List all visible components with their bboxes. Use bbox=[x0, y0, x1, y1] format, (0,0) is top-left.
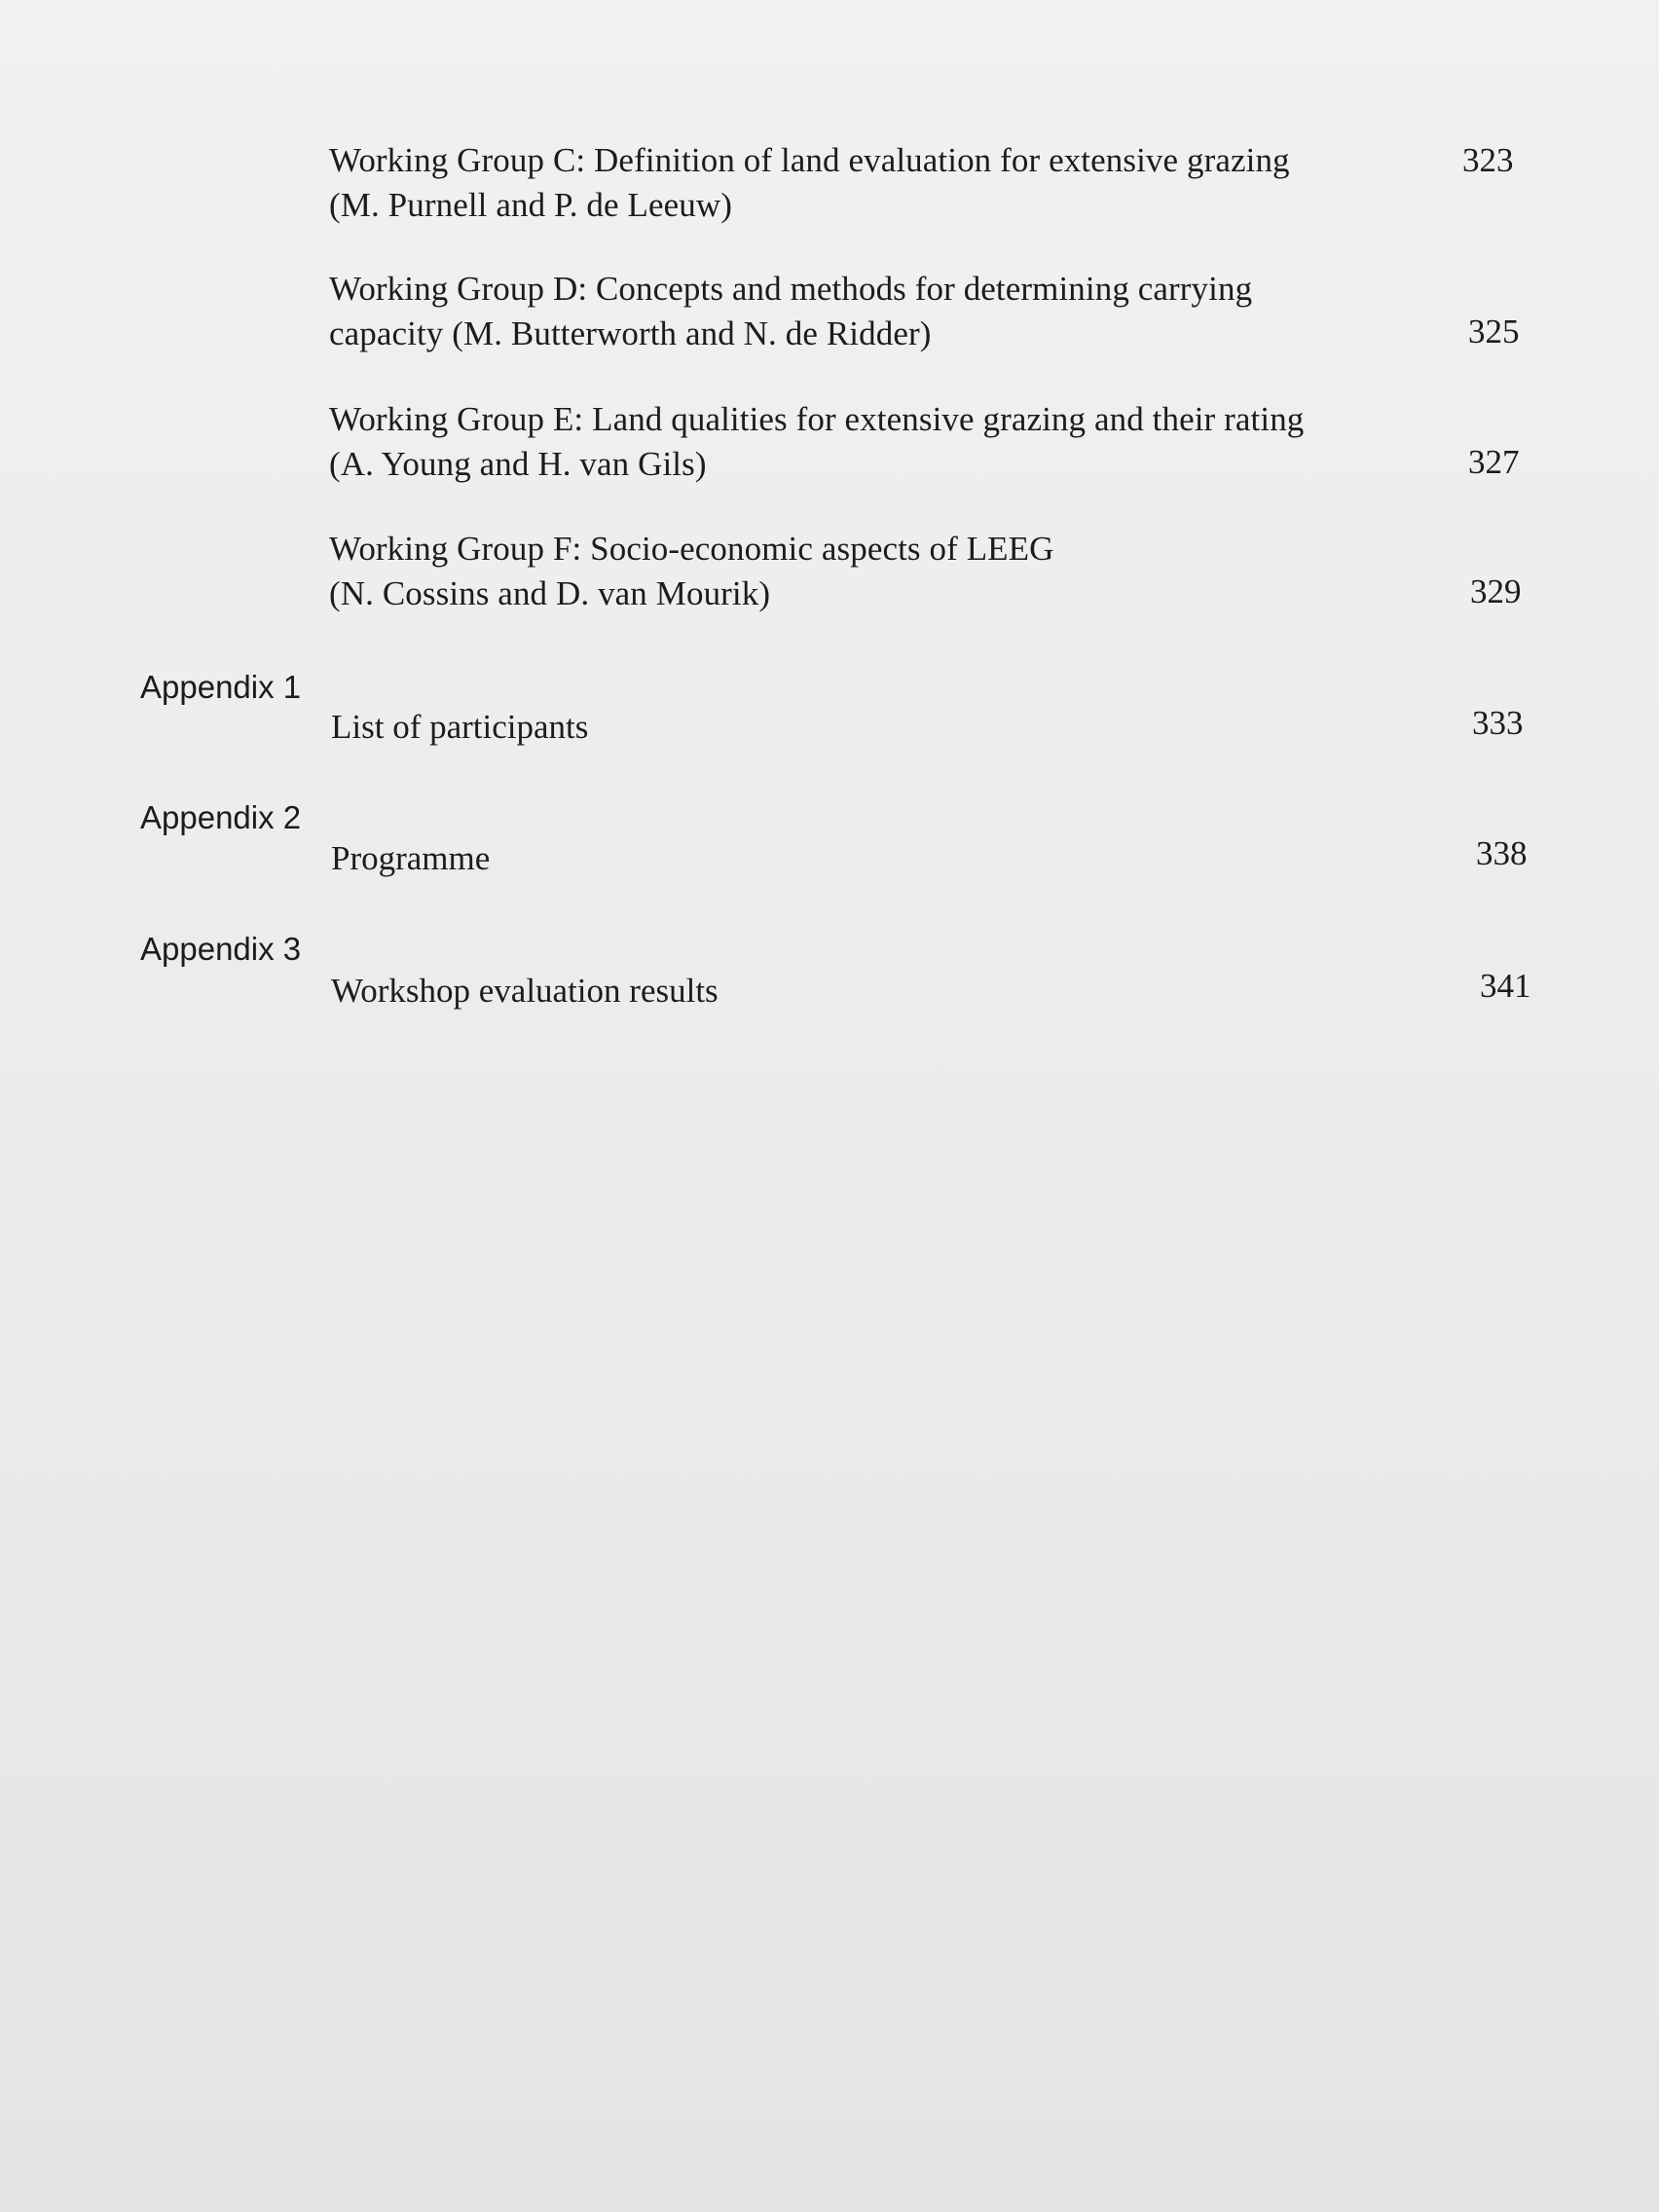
appendix-3-title: Workshop evaluation results bbox=[331, 972, 719, 1010]
page-number: 338 bbox=[1476, 834, 1528, 872]
toc-entry-working-group-d bbox=[329, 267, 1536, 356]
appendix-2-title: Programme bbox=[331, 839, 491, 877]
toc-entry-working-group-f bbox=[329, 527, 1536, 616]
appendix-1-label: Appendix 1 bbox=[140, 669, 302, 705]
entry-authors-line: (M. Purnell and P. de Leeuw) bbox=[329, 186, 732, 224]
entry-authors-line: capacity (M. Butterworth and N. de Ridder) bbox=[329, 314, 932, 352]
entry-title-line: Working Group C: Definition of land evaluation for extensive grazing bbox=[329, 141, 1290, 179]
appendix-1-title: List of participants bbox=[331, 708, 589, 746]
entry-authors-line: (A. Young and H. van Gils) bbox=[329, 445, 707, 483]
entry-title-line: Working Group F: Socio-economic aspects of LEEG bbox=[329, 530, 1054, 568]
page-number: 341 bbox=[1480, 967, 1531, 1005]
entry-title-line: Working Group E: Land qualities for extensive grazing and their rating bbox=[329, 400, 1305, 438]
appendix-2-label: Appendix 2 bbox=[140, 799, 302, 835]
page-number: 333 bbox=[1472, 704, 1524, 742]
page-number: 323 bbox=[1462, 141, 1514, 179]
page-number: 325 bbox=[1468, 313, 1520, 350]
page-number: 329 bbox=[1470, 572, 1522, 610]
entry-authors-line: (N. Cossins and D. van Mourik) bbox=[329, 574, 771, 612]
page-number: 327 bbox=[1468, 443, 1520, 481]
entry-title-line: Working Group D: Concepts and methods for determining carrying bbox=[329, 270, 1253, 308]
toc-entry-working-group-e bbox=[329, 397, 1536, 487]
toc-entry-working-group-c bbox=[329, 138, 1536, 228]
appendix-3-label: Appendix 3 bbox=[140, 931, 302, 967]
